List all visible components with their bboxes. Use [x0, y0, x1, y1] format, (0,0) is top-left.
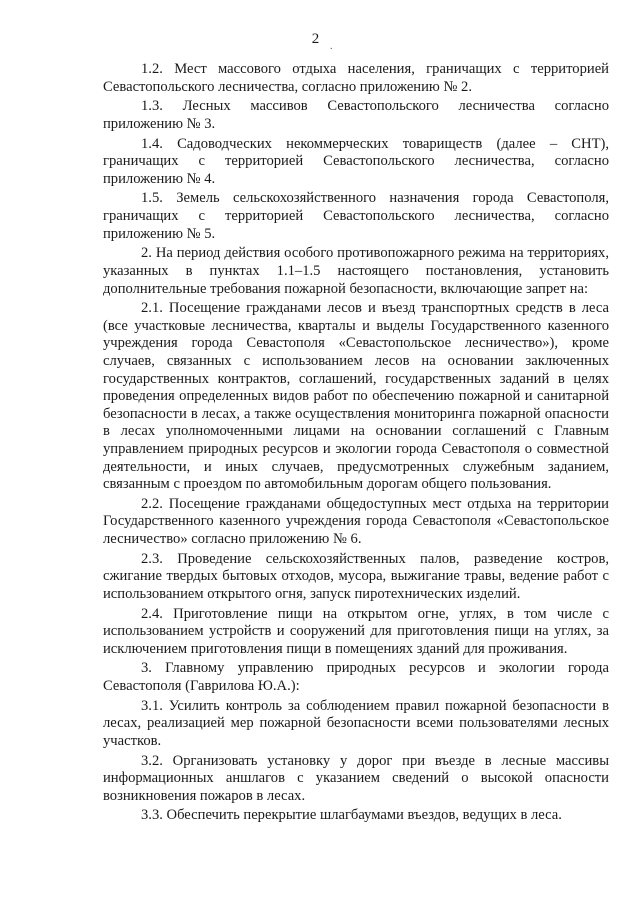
- paragraph-2: 2. На период действия особого противопожарного режима на территориях, указанных в пунктах 1.1–1.5 настоящего постановления, установить дополнительные требования пожарной безопасности, включающие запрет на:: [103, 245, 609, 297]
- scan-mark: .: [330, 41, 333, 52]
- paragraph-1-3: 1.3. Лесных массивов Севастопольского лесничества согласно приложению № 3.: [103, 98, 609, 132]
- paragraph-1-4: 1.4. Садоводческих некоммерческих товариществ (далее – СНТ), граничащих с территорией Севастопольского лесничества, согласно приложению № 4.: [103, 135, 609, 187]
- paragraph-1-2: 1.2. Мест массового отдыха населения, граничащих с территорией Севастопольского лесничества, согласно приложению № 2.: [103, 61, 609, 95]
- paragraph-3-1: 3.1. Усилить контроль за соблюдением правил пожарной безопасности в лесах, реализацией мер пожарной безопасности всеми пользователями лесных участков.: [103, 697, 609, 749]
- paragraph-3-3: 3.3. Обеспечить перекрытие шлагбаумами въездов, ведущих в леса.: [141, 807, 562, 824]
- document-body: [103, 61, 609, 825]
- paragraph-1-5: 1.5. Земель сельскохозяйственного назначения города Севастополя, граничащих с территорией Севастопольского лесничества, согласно приложению № 5.: [103, 190, 609, 242]
- page-number-text: 2: [311, 31, 320, 47]
- paragraph-2-3: 2.3. Проведение сельскохозяйственных палов, разведение костров, сжигание твердых бытовых отходов, мусора, выжигание травы, ведение работ с использованием открытого огня, запуск пиротехнических изделий.: [103, 550, 609, 602]
- paragraph-2-2: 2.2. Посещение гражданами общедоступных мест отдыха на территории Государственного казенного учреждения города Севастополя «Севастопольское лесничество» согласно приложению № 6.: [103, 495, 609, 547]
- paragraph-2-1: 2.1. Посещение гражданами лесов и въезд транспортных средств в леса (все участковые лесничества, кварталы и выделы Государственного казенного учреждения города Севастополя «Севастопольское лесничество»), кроме случаев, связанных с использованием лесов на основании заключенных государственных контрактов, соглашений, государственных заданий в целях проведения определенных видов работ по обеспечению пожарной и санитарной безопасности в лесах, а также осуществления мониторинга пожарной опасности в лесах уполномоченными лицами на основании соглашений с Главным управлением природных ресурсов и экологии города Севастополя о совместной деятельности, и иных случаев, предусмотренных служебным заданием, связанным с проездом по автомобильным дорогам общего пользования.: [103, 300, 609, 493]
- paragraph-3-2: 3.2. Организовать установку у дорог при въезде в лесные массивы информационных аншлагов с указанием сведений о высокой опасности возникновения пожаров в лесах.: [103, 752, 609, 804]
- paragraph-2-4: 2.4. Приготовление пищи на открытом огне, углях, в том числе с использованием устройств и сооружений для приготовления пищи на углях, за исключением приготовления пищи в помещениях зданий для проживания.: [103, 605, 609, 657]
- paragraph-3: 3. Главному управлению природных ресурсов и экологии города Севастополя (Гаврилова Ю.А.):: [103, 660, 609, 695]
- page-number: [0, 30, 631, 52]
